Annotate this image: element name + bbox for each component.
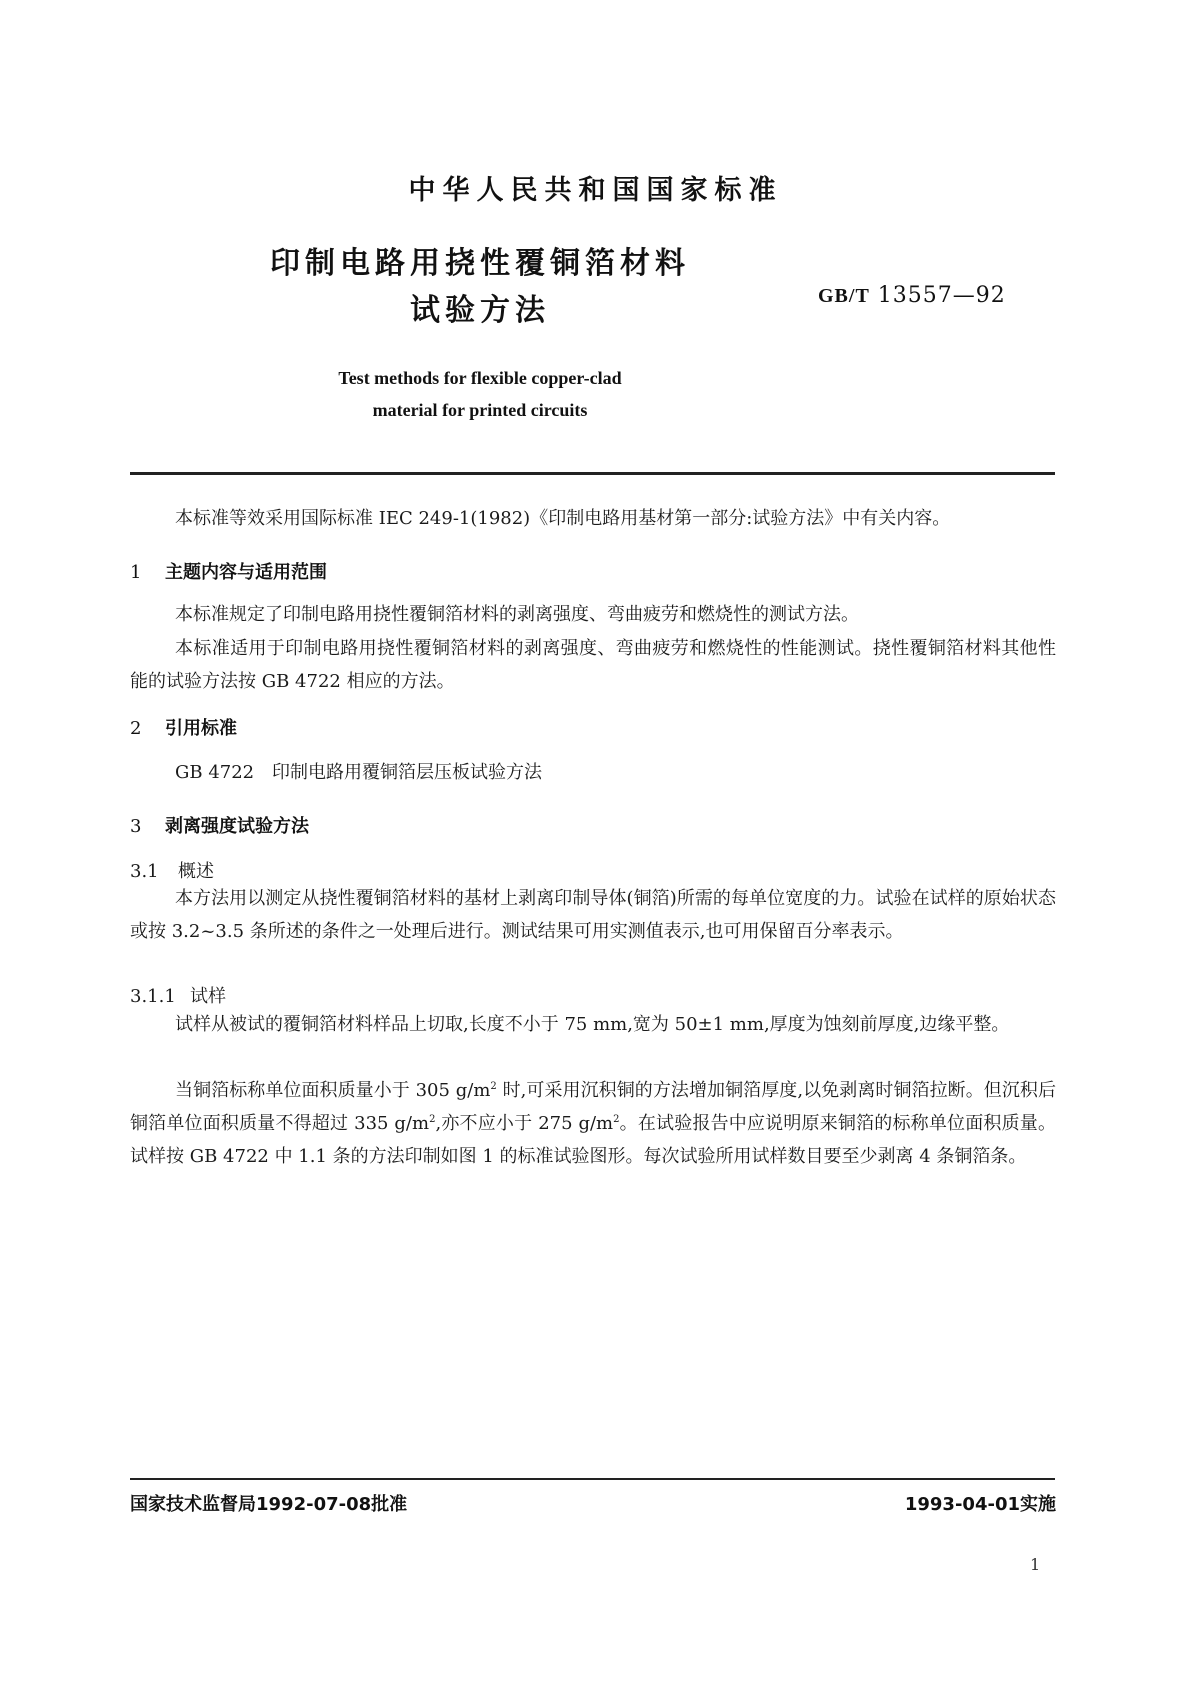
national-standard-heading: 中华人民共和国国家标准 (408, 175, 783, 206)
subsection-3-1-1-title: 试样 (190, 986, 226, 1007)
english-title-line1: Test methods for flexible copper-clad (338, 368, 622, 388)
subsection-3-1-heading (130, 857, 214, 883)
document-title-line2: 试验方法 (410, 293, 550, 328)
standard-code-number: 13557—92 (877, 283, 1006, 308)
section-1-paragraph-2: 本标准适用于印制电路用挠性覆铜箔材料的剥离强度、弯曲疲劳和燃烧性的性能测试。挠性覆铜箔材料其他性能的试验方法按 GB 4722 相应的方法。 (130, 638, 1056, 692)
reference-entry (175, 758, 542, 784)
section-2-number: 2 (130, 718, 142, 739)
header-divider (130, 472, 1055, 475)
subsection-3-1-1-paragraph-1: 试样从被试的覆铜箔材料样品上切取,长度不小于 75 mm,宽为 50±1 mm,厚度为蚀刻前厚度,边缘平整。 (175, 1014, 1010, 1035)
section-3-heading (130, 812, 309, 838)
intro-paragraph: 本标准等效采用国际标准 IEC 249-1(1982)《印制电路用基材第一部分:试验方法》中有关内容。 (175, 508, 951, 529)
footer-divider (130, 1478, 1055, 1480)
subsection-3-1-1-paragraph-2 (130, 1074, 1056, 1173)
section-3-number: 3 (130, 816, 142, 837)
subsection-3-1-paragraph: 本方法用以测定从挠性覆铜箔材料的基材上剥离印制导体(铜箔)所需的每单位宽度的力。试验在试样的原始状态或按 3.2~3.5 条所述的条件之一处理后进行。测试结果可用实测值表示,也可用保留百分率表示。 (130, 888, 1056, 942)
superscript-2-b: 2 (429, 1114, 436, 1125)
page-number: 1 (1030, 1555, 1041, 1574)
section-1-heading (130, 558, 327, 584)
subsection-3-1-1-number: 3.1.1 (130, 986, 176, 1007)
section-2-heading (130, 714, 237, 740)
document-title-line1: 印制电路用挠性覆铜箔材料 (270, 246, 690, 281)
p2-part-d: 。在试验报告中应说明原来铜箔的标称单位面积质量。试样按 GB 4722 中 1.1 条的方法印制如图 1 的标准试验图形。每次试验所用试样数目要至少剥离 4 条铜箔条。 (130, 1113, 1056, 1167)
p2-part-a: 当铜箔标称单位面积质量小于 305 g/m (175, 1080, 491, 1101)
p2-part-b: 时,可采用沉积铜的方法增加铜箔厚度,以免剥离时铜箔拉断。但沉积后铜箔单位面积质量不得超过 335 g/m (130, 1080, 1056, 1134)
reference-title: 印制电路用覆铜箔层压板试验方法 (272, 762, 542, 783)
p2-part-c: ,亦不应小于 275 g/m (435, 1113, 614, 1134)
effective-date: 1993-04-01实施 (904, 1494, 1056, 1515)
reference-code: GB 4722 (175, 762, 255, 783)
english-title-line2: material for printed circuits (372, 400, 588, 420)
standard-code (818, 283, 1006, 308)
section-2-title: 引用标准 (165, 718, 237, 739)
section-1-paragraph-1: 本标准规定了印制电路用挠性覆铜箔材料的剥离强度、弯曲疲劳和燃烧性的测试方法。 (175, 604, 859, 625)
superscript-2-c: 2 (613, 1114, 620, 1125)
subsection-3-1-number: 3.1 (130, 861, 159, 882)
approval-date: 国家技术监督局1992-07-08批准 (130, 1494, 408, 1515)
subsection-3-1-1-heading (130, 982, 226, 1008)
subsection-3-1-title: 概述 (178, 861, 214, 882)
section-1-number: 1 (130, 562, 142, 583)
standard-code-prefix: GB/T (818, 285, 870, 307)
section-3-title: 剥离强度试验方法 (165, 816, 309, 837)
section-1-title: 主题内容与适用范围 (165, 562, 327, 583)
superscript-2-a: 2 (490, 1081, 497, 1092)
